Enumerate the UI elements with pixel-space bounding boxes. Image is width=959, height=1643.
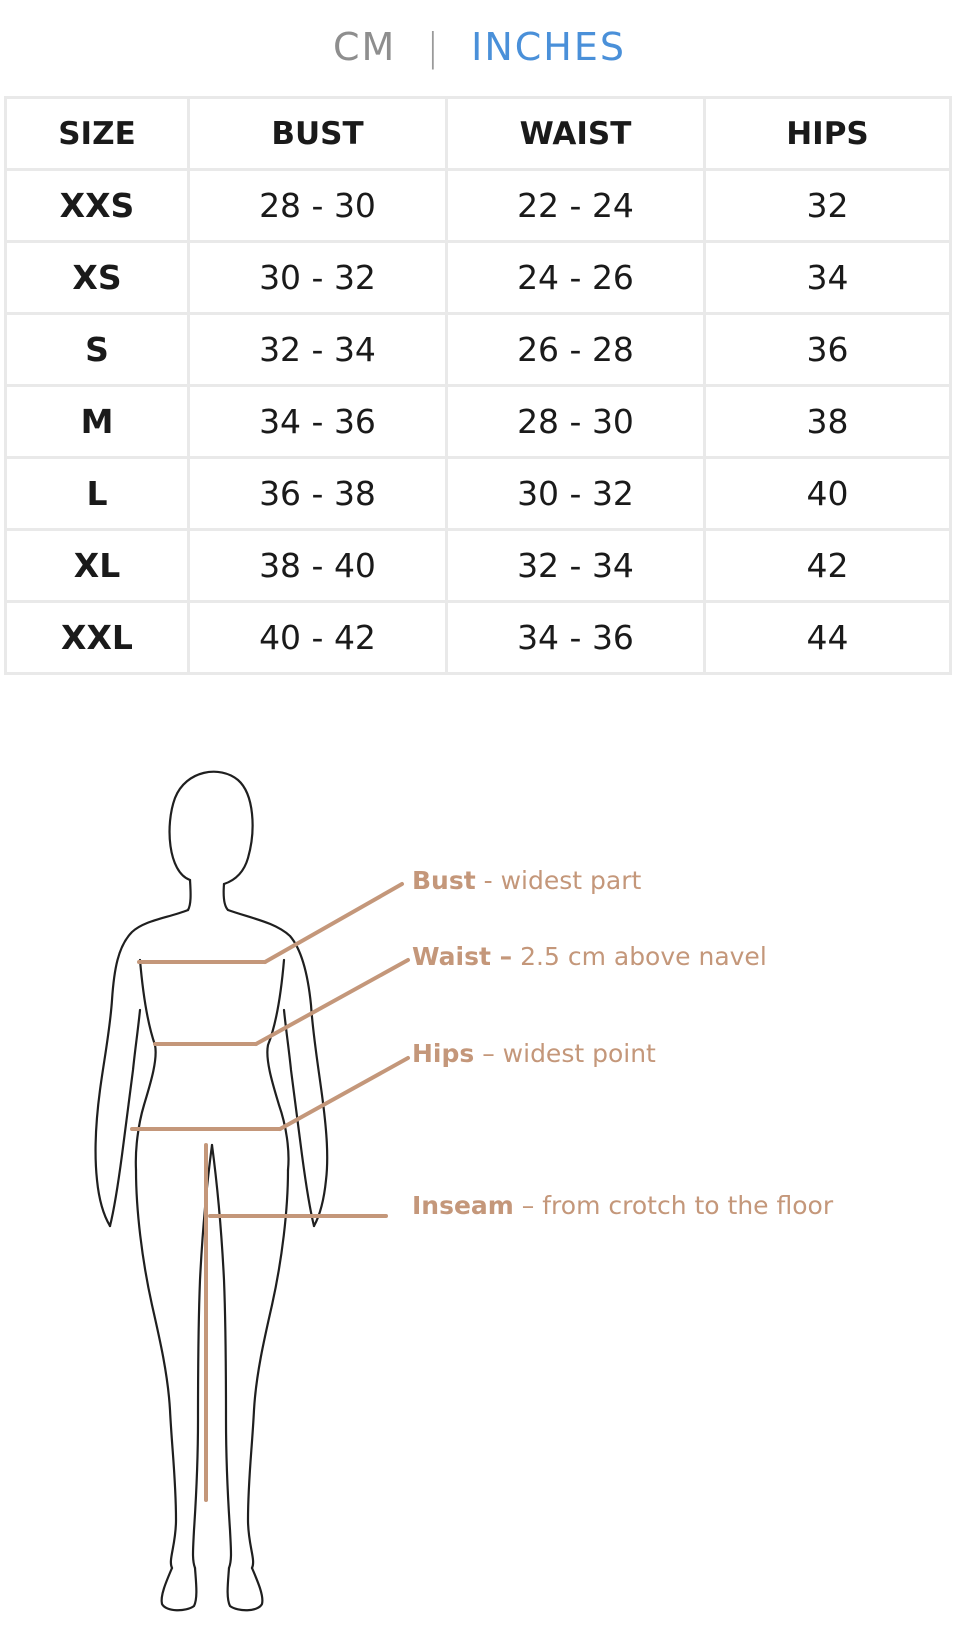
waist-cell: 30 - 32: [447, 458, 705, 530]
unit-cm-option[interactable]: CM: [332, 25, 397, 69]
table-row: [6, 530, 951, 602]
hips-cell: 32: [705, 170, 951, 242]
inseam-label-desc: – from crotch to the floor: [513, 1191, 834, 1220]
hips-cell: 34: [705, 242, 951, 314]
size-cell: XL: [6, 530, 189, 602]
table-row: [6, 458, 951, 530]
size-chart-table: [4, 96, 952, 675]
waist-label: [412, 942, 767, 971]
body-outline: [96, 772, 328, 1611]
header-bust: BUST: [189, 98, 447, 170]
bust-cell: 30 - 32: [189, 242, 447, 314]
bust-cell: 38 - 40: [189, 530, 447, 602]
measurement-lines: [132, 884, 408, 1500]
waist-label-desc: 2.5 cm above navel: [512, 942, 767, 971]
hips-cell: 36: [705, 314, 951, 386]
bust-cell: 36 - 38: [189, 458, 447, 530]
inseam-label-name: Inseam: [412, 1191, 514, 1220]
waist-cell: 26 - 28: [447, 314, 705, 386]
hips-label-name: Hips: [412, 1039, 475, 1068]
bust-label-desc: - widest part: [475, 866, 642, 895]
header-hips: HIPS: [705, 98, 951, 170]
size-cell: S: [6, 314, 189, 386]
header-size: SIZE: [6, 98, 189, 170]
table-header-row: [6, 98, 951, 170]
hips-label-desc: – widest point: [474, 1039, 656, 1068]
table-row: [6, 386, 951, 458]
bust-label-name: Bust: [412, 866, 476, 895]
hips-leader-line: [280, 1058, 408, 1129]
table-row: [6, 314, 951, 386]
measurement-guide: [0, 760, 959, 1643]
unit-inches-option[interactable]: INCHES: [471, 25, 626, 69]
hips-label: [412, 1039, 656, 1068]
bust-cell: 32 - 34: [189, 314, 447, 386]
size-cell: XS: [6, 242, 189, 314]
size-cell: L: [6, 458, 189, 530]
waist-label-name: Waist –: [412, 942, 513, 971]
unit-separator: |: [426, 25, 442, 69]
size-cell: M: [6, 386, 189, 458]
hips-cell: 40: [705, 458, 951, 530]
table-row: [6, 242, 951, 314]
waist-cell: 34 - 36: [447, 602, 705, 674]
unit-toggle: [0, 22, 959, 72]
bust-cell: 40 - 42: [189, 602, 447, 674]
waist-cell: 22 - 24: [447, 170, 705, 242]
bust-cell: 34 - 36: [189, 386, 447, 458]
size-cell: XXS: [6, 170, 189, 242]
table-row: [6, 170, 951, 242]
waist-cell: 28 - 30: [447, 386, 705, 458]
hips-cell: 42: [705, 530, 951, 602]
size-cell: XXL: [6, 602, 189, 674]
table-row: [6, 602, 951, 674]
bust-leader-line: [265, 884, 402, 962]
hips-cell: 44: [705, 602, 951, 674]
waist-cell: 24 - 26: [447, 242, 705, 314]
bust-cell: 28 - 30: [189, 170, 447, 242]
inseam-label: [412, 1191, 833, 1220]
header-waist: WAIST: [447, 98, 705, 170]
waist-cell: 32 - 34: [447, 530, 705, 602]
bust-label: [412, 866, 641, 895]
hips-cell: 38: [705, 386, 951, 458]
